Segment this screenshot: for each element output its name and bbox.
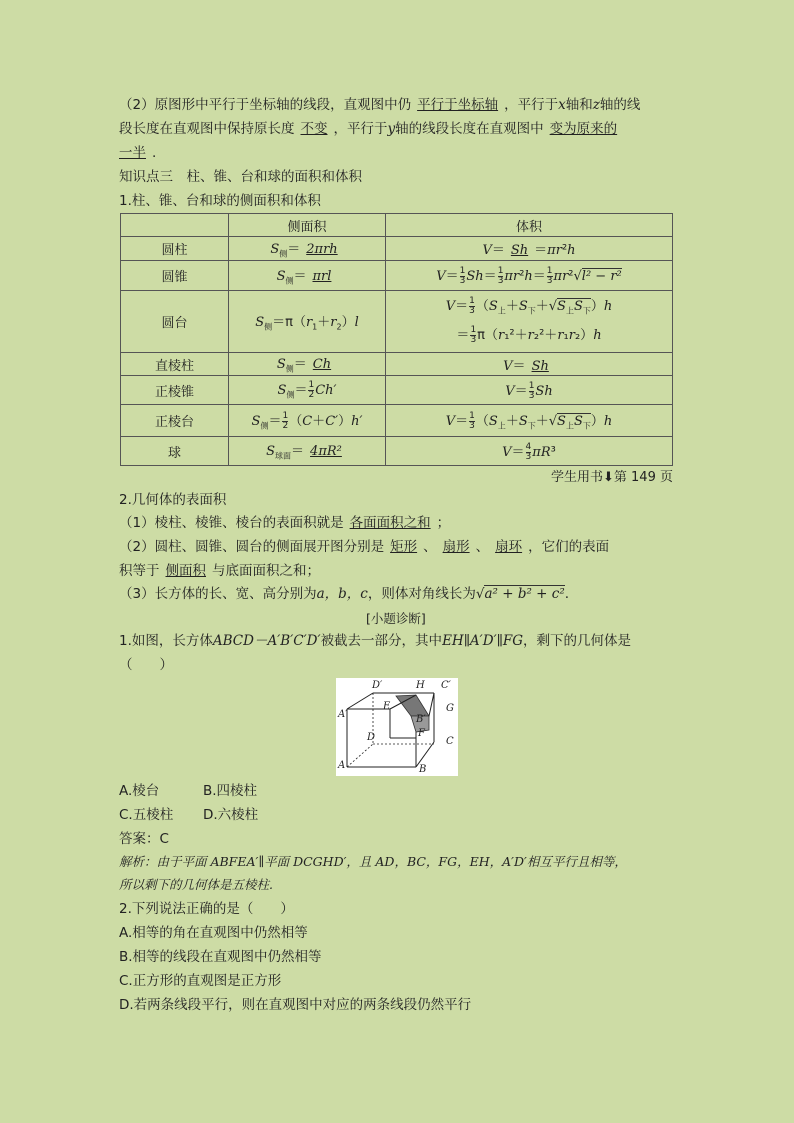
text: 轴的线段长度在直观图中 [395, 121, 544, 137]
label-C: C [446, 736, 454, 747]
table-row [121, 376, 673, 405]
table-row [121, 353, 673, 376]
volume-formula: V＝ $\frac{1}{3}$ Sh [386, 376, 673, 405]
text: （1）棱柱、棱锥、棱台的表面积就是 [119, 515, 344, 531]
surface-para-1 [119, 514, 450, 532]
intro-line-2 [119, 120, 623, 138]
text: ，平行于 [504, 97, 559, 113]
vars: a，b，c [316, 586, 368, 602]
sub-1-title: 1.柱、锥、台和球的侧面积和体积 [119, 193, 321, 209]
shape-name: 圆柱 [121, 237, 229, 261]
lateral-formula: $S_{球面}= 4\pi R^2$ [229, 437, 386, 466]
header-cell: 体积 [386, 214, 673, 237]
surface-para-4 [119, 585, 569, 603]
header-cell: 侧面积 [229, 214, 386, 237]
fill-blank: 平行于坐标轴 [417, 97, 499, 113]
q1-options-row-1 [119, 782, 257, 800]
q1-explanation-1: 解析：由于平面 ABFEA′∥平面 DCGHD′，且 AD，BC，FG，EH，A′D′相互平行且相等， [119, 854, 627, 869]
label-Bp: B′ [416, 714, 426, 725]
text: （2）圆柱、圆锥、圆台的侧面展开图分别是 [119, 539, 385, 555]
shape-name: 圆锥 [121, 261, 229, 291]
diagnosis-title: [小题诊断] [366, 611, 426, 626]
volume-formula: V＝ $\frac{1}{3}$ $(S_上+S_下+√S_上S_下)h$ ＝ $\frac{1}{3}$ π（r₁²＋r₂²＋r₁r₂）h [386, 291, 673, 353]
table-row [121, 437, 673, 466]
text: 积等于 [119, 563, 160, 579]
label-A: A [338, 760, 346, 771]
volume-formula: V＝ Sh [386, 353, 673, 376]
text: ，它们的表面 [528, 539, 610, 555]
lateral-formula: $S_侧= Ch$ [229, 353, 386, 376]
shape-name: 圆台 [121, 291, 229, 353]
volume-formula: V＝ $\frac{1}{3}$ $(S_上+S_下+√S_上S_下)h$ [386, 405, 673, 437]
text: ，则体对角线长为 [367, 586, 476, 602]
q2-option-a: A.相等的角在直观图中仍然相等 [119, 925, 308, 941]
label-E: E [383, 701, 391, 712]
text: 、 [423, 539, 437, 555]
solid-name: ABCD－A′B′C′D′ [212, 633, 321, 649]
table-row [121, 237, 673, 261]
header-cell [121, 214, 229, 237]
fill-blank: 扇形 [442, 539, 470, 555]
label-H: H [416, 680, 425, 691]
var: x [558, 97, 566, 113]
formula-table [120, 213, 673, 466]
surface-para-3 [119, 562, 320, 580]
q1-options-row-2 [119, 806, 258, 824]
var: z [592, 97, 600, 113]
option-b: B.四棱柱 [203, 783, 258, 799]
fill-blank: 侧面积 [165, 563, 206, 579]
var: y [387, 121, 396, 137]
volume-formula: V＝ $\frac{1}{3}$ Sh＝ $\frac{1}{3}$ πr²h＝ $\frac{1}{3}$ πr²√l² − r² [386, 261, 673, 291]
label-F: F [418, 728, 425, 739]
intro-line-3 [119, 144, 156, 162]
fill-blank: 矩形 [390, 539, 418, 555]
lateral-formula: $S_侧=\pi(r_1+r_2)l$ [229, 291, 386, 353]
fill-blank: 一半 [119, 145, 146, 161]
shape-name: 正棱锥 [121, 376, 229, 405]
text: 段长度在直观图中保持原长度 [119, 121, 295, 137]
lateral-formula: $S_侧= \pi rl$ [229, 261, 386, 291]
q1-stem [119, 632, 631, 650]
table-header-row [121, 214, 673, 237]
option-d: D.六棱柱 [203, 807, 259, 823]
label-G: G [446, 703, 454, 714]
option-c: C.五棱柱 [119, 807, 174, 823]
sub-2-title: 2.几何体的表面积 [119, 492, 227, 508]
label-Ap: A′ [338, 709, 348, 720]
option-a: A.棱台 [119, 783, 160, 799]
sqrt-icon: √ [475, 586, 485, 602]
text: ，平行于 [333, 121, 388, 137]
q2-option-c: C.正方形的直观图是正方形 [119, 973, 282, 989]
lateral-formula: $S_侧=$ $\frac{1}{2}$ Ch′ [229, 376, 386, 405]
table-row [121, 261, 673, 291]
shape-name: 直棱柱 [121, 353, 229, 376]
table-row [121, 405, 673, 437]
table-row [121, 291, 673, 353]
fill-blank: 不变 [300, 121, 328, 137]
condition: EH∥A′D′∥FG [442, 633, 524, 649]
text: 1.如图，长方体 [119, 633, 213, 649]
fill-blank: 扇环 [495, 539, 523, 555]
volume-formula: V＝ Sh ＝πr²h [386, 237, 673, 261]
cuboid-figure [336, 678, 458, 776]
q1-explanation-2: 所以剩下的几何体是五棱柱. [119, 877, 273, 892]
text: （2）原图形中平行于坐标轴的线段，直观图中仍 [119, 97, 412, 113]
surface-para-2 [119, 538, 609, 556]
text: ，剩下的几何体是 [523, 633, 632, 649]
text: 与底面面积之和； [212, 563, 320, 579]
intro-line-1 [119, 96, 640, 114]
text: 轴的线 [599, 97, 641, 113]
shape-name: 正棱台 [121, 405, 229, 437]
cuboid-diagram [336, 678, 458, 776]
fill-blank: 各面面积之和 [349, 515, 431, 531]
label-B: B [419, 764, 427, 775]
text: . [564, 586, 570, 602]
fill-blank: 变为原来的 [549, 121, 618, 137]
q1-paren: （ ） [119, 657, 173, 673]
text: 、 [475, 539, 490, 555]
text: 被截去一部分，其中 [320, 633, 443, 649]
text: ； [436, 515, 451, 531]
page-reference: 学生用书⬇第 149 页 [551, 470, 673, 485]
q1-answer: 答案：C [119, 831, 169, 847]
label-Cp: C′ [441, 680, 451, 691]
section-3-title: 知识点三 柱、锥、台和球的面积和体积 [119, 169, 362, 185]
diagonal-formula: a² + b² + c² [484, 586, 565, 602]
label-Dp: D′ [372, 680, 383, 691]
q2-option-d: D.若两条线段平行，则在直观图中对应的两条线段仍然平行 [119, 997, 472, 1013]
shape-name: 球 [121, 437, 229, 466]
lateral-formula: $S_侧=$ $\frac{1}{2}$ （C＋C′）h′ [229, 405, 386, 437]
q2-option-b: B.相等的线段在直观图中仍然相等 [119, 949, 322, 965]
volume-formula: V＝ $\frac{4}{3}$ πR³ [386, 437, 673, 466]
text: . [152, 145, 157, 161]
label-D: D [367, 732, 376, 743]
text: 轴和 [565, 97, 593, 113]
q2-stem: 2.下列说法正确的是（ ） [119, 901, 294, 917]
lateral-formula: $S_侧= 2\pi rh$ [229, 237, 386, 261]
text: （3）长方体的长、宽、高分别为 [119, 586, 317, 602]
